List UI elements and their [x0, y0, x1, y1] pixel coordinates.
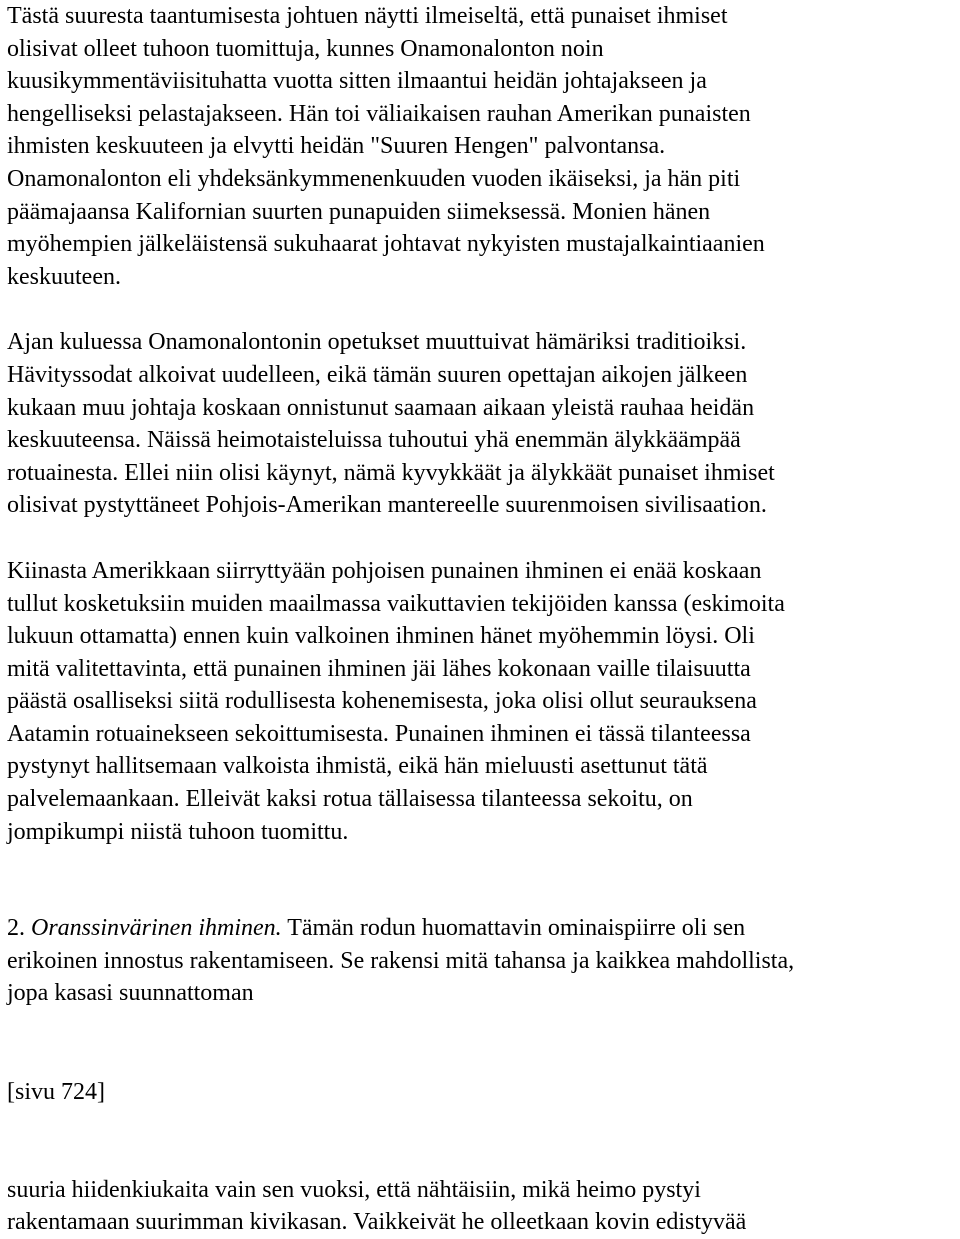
document-page [7, 0, 957, 1239]
text-line: jopa kasasi suunnattoman [7, 980, 254, 1007]
text-line: Aatamin rotuainekseen sekoittumisesta. Punainen ihminen ei tässä tilanteessa [7, 720, 751, 747]
text-line: kukaan muu johtaja koskaan onnistunut saamaan aikaan yleistä rauhaa heidän [7, 394, 755, 421]
section-paragraph [7, 912, 957, 1010]
text-line: Tästä suuresta taantumisesta johtuen näytti ilmeiseltä, että punaiset ihmiset [7, 3, 728, 29]
text-line: palvelemaankaan. Elleivät kaksi rotua tällaisessa tilanteessa sekoitu, on [7, 786, 693, 813]
text-line: rakentamaan suurimman kivikasan. Vaikkeivät he olleetkaan kovin edistyvää [7, 1209, 747, 1236]
paragraph-2 [7, 326, 957, 522]
text-line: myöhempien jälkeläistensä sukuhaarat johtavat nykyisten mustajalkaintiaanien [7, 231, 765, 258]
text-line: hengelliseksi pelastajakseen. Hän toi väliaikaisen rauhan Amerikan punaisten [7, 100, 751, 127]
text-line: Onamonalonton eli yhdeksänkymmenenkuuden vuoden ikäiseksi, ja hän piti [7, 165, 741, 192]
text-line: päästä osalliseksi siitä rodullisesta kohenemisesta, joka olisi ollut seurauksena [7, 688, 757, 715]
text-line: tullut kosketuksiin muiden maailmassa vaikuttavien tekijöiden kanssa (eskimoita [7, 590, 785, 617]
text-line: lukuun ottamatta) ennen kuin valkoinen ihminen hänet myöhemmin löysi. Oli [7, 623, 755, 650]
paragraph-spacer [7, 848, 957, 912]
continuation-paragraph [7, 1174, 957, 1239]
paragraph-spacer [7, 1010, 957, 1076]
section-line-rest: Tämän rodun huomattavin ominaispiirre oli sen [287, 915, 746, 942]
text-line: olisivat pystyttäneet Pohjois-Amerikan mantereelle suurenmoisen sivilisaation. [7, 492, 767, 519]
text-line: mitä valitettavinta, että punainen ihminen jäi lähes kokonaan vaille tilaisuutta [7, 655, 751, 682]
text-line: pystynyt hallitsemaan valkoista ihmistä, eikä hän mieluusti asettunut tätä [7, 753, 708, 780]
text-line [7, 912, 957, 945]
text-line: Hävityssodat alkoivat uudelleen, eikä tämän suuren opettajan aikojen jälkeen [7, 361, 748, 388]
section-number: 2. [7, 915, 25, 942]
text-line: kuusikymmentäviisituhatta vuotta sitten ilmaantui heidän johtajakseen ja [7, 68, 707, 95]
paragraph-spacer [7, 522, 957, 555]
text-line: suuria hiidenkiukaita vain sen vuoksi, että nähtäisiin, mikä heimo pystyi [7, 1176, 701, 1203]
text-line: jompikumpi niistä tuhoon tuomittu. [7, 818, 349, 845]
text-line: erikoinen innostus rakentamiseen. Se rakensi mitä tahansa ja kaikkea mahdollista, [7, 947, 795, 974]
section-heading: Oranssinvärinen ihminen. [31, 915, 282, 942]
text-line: rotuainesta. Ellei niin olisi käynyt, nämä kyvykkäät ja älykkäät punaiset ihmiset [7, 459, 775, 486]
text-line: keskuuteen. [7, 263, 121, 290]
text-line: Kiinasta Amerikkaan siirryttyään pohjoisen punainen ihminen ei enää koskaan [7, 557, 762, 584]
paragraph-spacer [7, 1109, 957, 1174]
text-line: keskuuteensa. Näissä heimotaisteluissa tuhoutui yhä enemmän älykkäämpää [7, 427, 741, 454]
page-marker-paragraph [7, 1076, 957, 1109]
page-marker: [sivu 724] [7, 1079, 105, 1106]
text-line: Ajan kuluessa Onamonalontonin opetukset muuttuivat hämäriksi traditioiksi. [7, 329, 747, 356]
text-line: olisivat olleet tuhoon tuomittuja, kunnes Onamonalonton noin [7, 35, 604, 62]
text-line: ihmisten keskuuteen ja elvytti heidän "Suuren Hengen" palvontansa. [7, 133, 666, 160]
text-line: päämajaansa Kalifornian suurten punapuiden siimeksessä. Monien hänen [7, 198, 711, 225]
paragraph-spacer [7, 293, 957, 326]
paragraph-3 [7, 555, 957, 848]
paragraph-1 [7, 0, 957, 293]
